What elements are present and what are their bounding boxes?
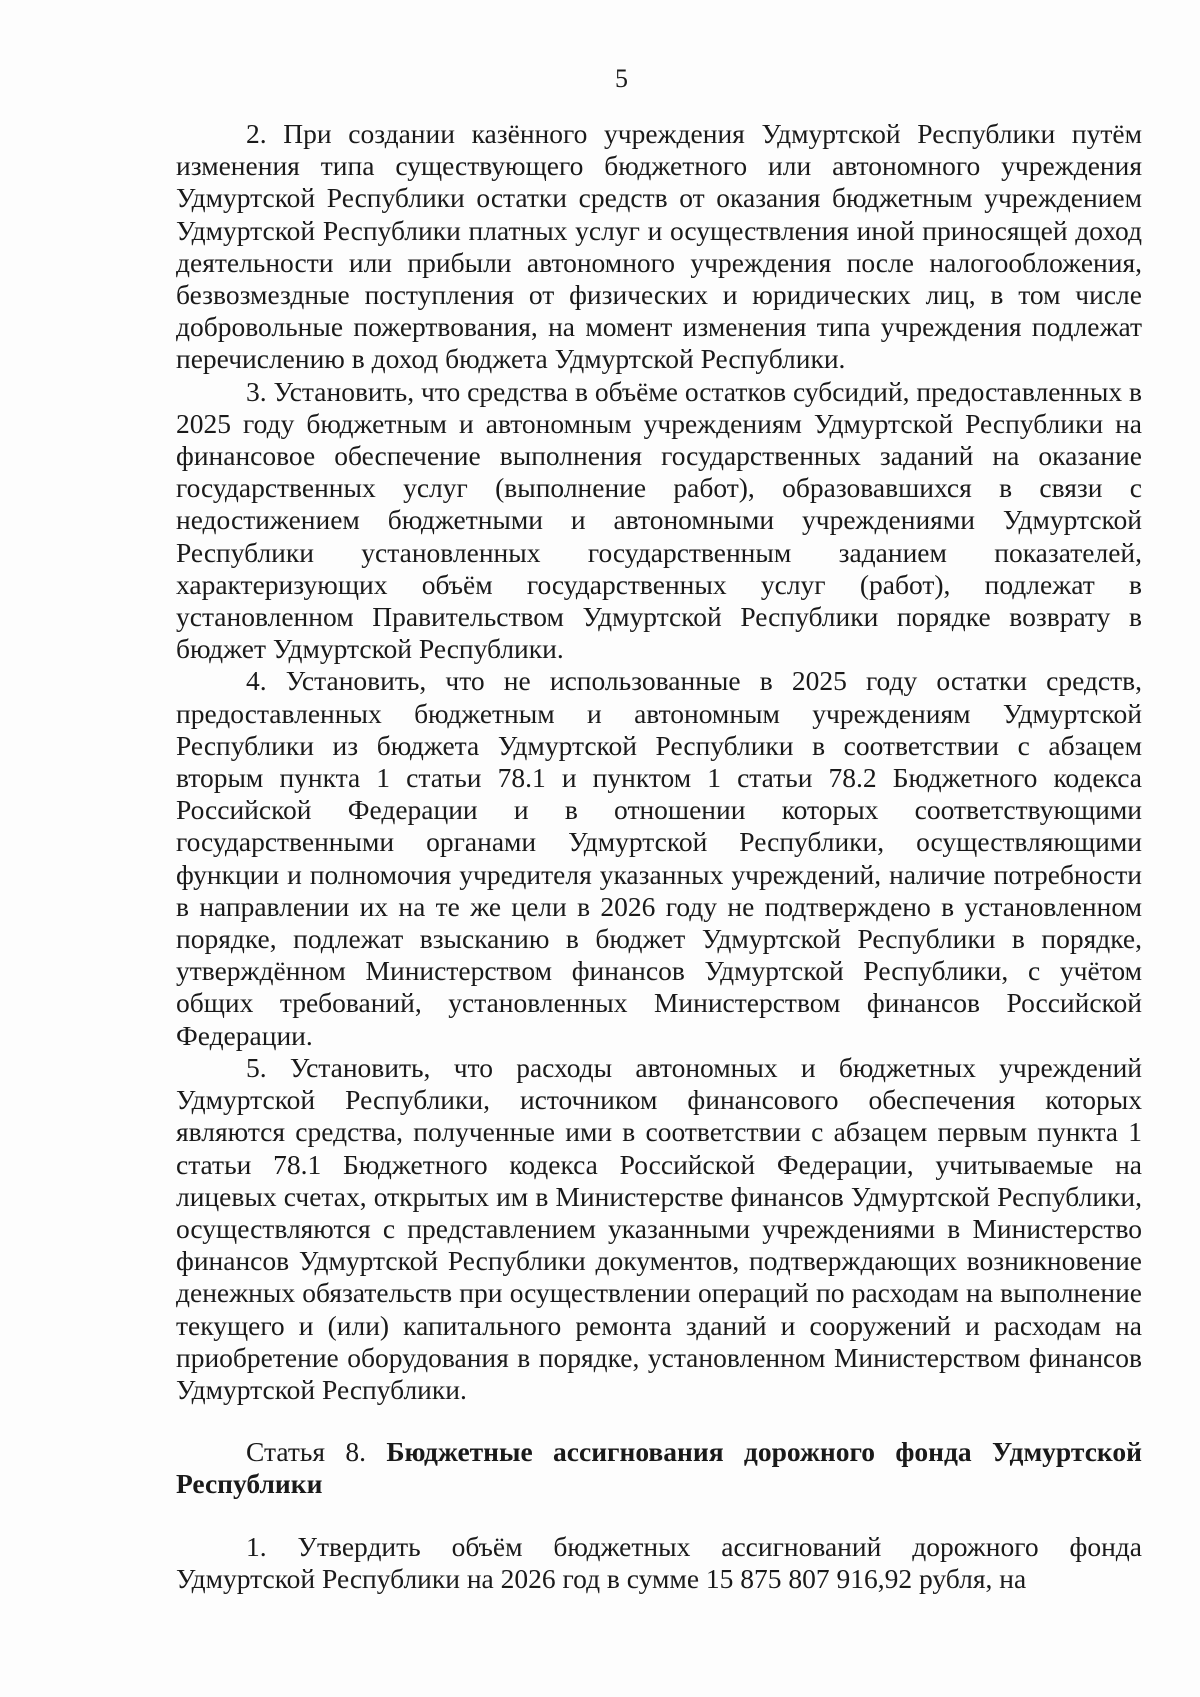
article-8-paragraph-1: 1. Утвердить объём бюджетных ассигнований дорожного фонда Удмуртской Республики на 2026 год в сумме 15 875 807 916,92 рубля, на (176, 1530, 1142, 1594)
paragraph-5: 5. Установить, что расходы автономных и бюджетных учреждений Удмуртской Республики, источником финансового обеспечения которых являются средства, полученные ими в соответствии с абзацем первым пункта 1 статьи 78.1 Бюджетного кодекса Российской Федерации, учитываемые на лицевых счетах, открытых им в Министерстве финансов Удмуртской Республики, осуществляются с представлением указанными учреждениями в Министерство финансов Удмуртской Республики документов, подтверждающих возникновение денежных обязательств при осуществлении операций по расходам на выполнение текущего и (или) капитального ремонта зданий и сооружений и расходам на приобретение оборудования в порядке, установленном Министерством финансов Удмуртской Республики. (176, 1051, 1142, 1405)
paragraph-4: 4. Установить, что не использованные в 2025 году остатки средств, предоставленных бюджетным и автономным учреждениям Удмуртской Республики из бюджета Удмуртской Республики в соответствии с абзацем вторым пункта 1 статьи 78.1 и пунктом 1 статьи 78.2 Бюджетного кодекса Российской Федерации и в отношении которых соответствующими государственными органами Удмуртской Республики, осуществляющими функции и полномочия учредителя указанных учреждений, наличие потребности в направлении их на те же цели в 2026 году не подтверждено в установленном порядке, подлежат взысканию в бюджет Удмуртской Республики в порядке, утверждённом Министерством финансов Удмуртской Республики, с учётом общих требований, установленных Министерством финансов Российской Федерации. (176, 665, 1142, 1051)
page-number: 5 (615, 64, 628, 93)
document-body (176, 118, 1142, 1595)
paragraph-2: 2. При создании казённого учреждения Удмуртской Республики путём изменения типа существующего бюджетного или автономного учреждения Удмуртской Республики остатки средств от оказания бюджетным учреждением Удмуртской Республики платных услуг и осуществления иной приносящей доход деятельности или прибыли автономного учреждения после налогообложения, безвозмездные поступления от физических и юридических лиц, в том числе добровольные пожертвования, на момент изменения типа учреждения подлежат перечислению в доход бюджета Удмуртской Республики. (176, 118, 1142, 375)
article-heading (176, 1436, 1142, 1500)
article-prefix: Статья 8. (246, 1436, 366, 1468)
article-title: Бюджетные ассигнования дорожного фонда Удмуртской Республики (176, 1436, 1142, 1500)
paragraph-3: 3. Установить, что средства в объёме остатков субсидий, предоставленных в 2025 году бюджетным и автономным учреждениям Удмуртской Республики на финансовое обеспечение выполнения государственных заданий на оказание государственных услуг (выполнение работ), образовавшихся в связи с недостижением бюджетными и автономными учреждениями Удмуртской Республики установленных государственным заданием показателей, характеризующих объём государственных услуг (работ), подлежат в установленном Правительством Удмуртской Республики порядке возврату в бюджет Удмуртской Республики. (176, 375, 1142, 665)
